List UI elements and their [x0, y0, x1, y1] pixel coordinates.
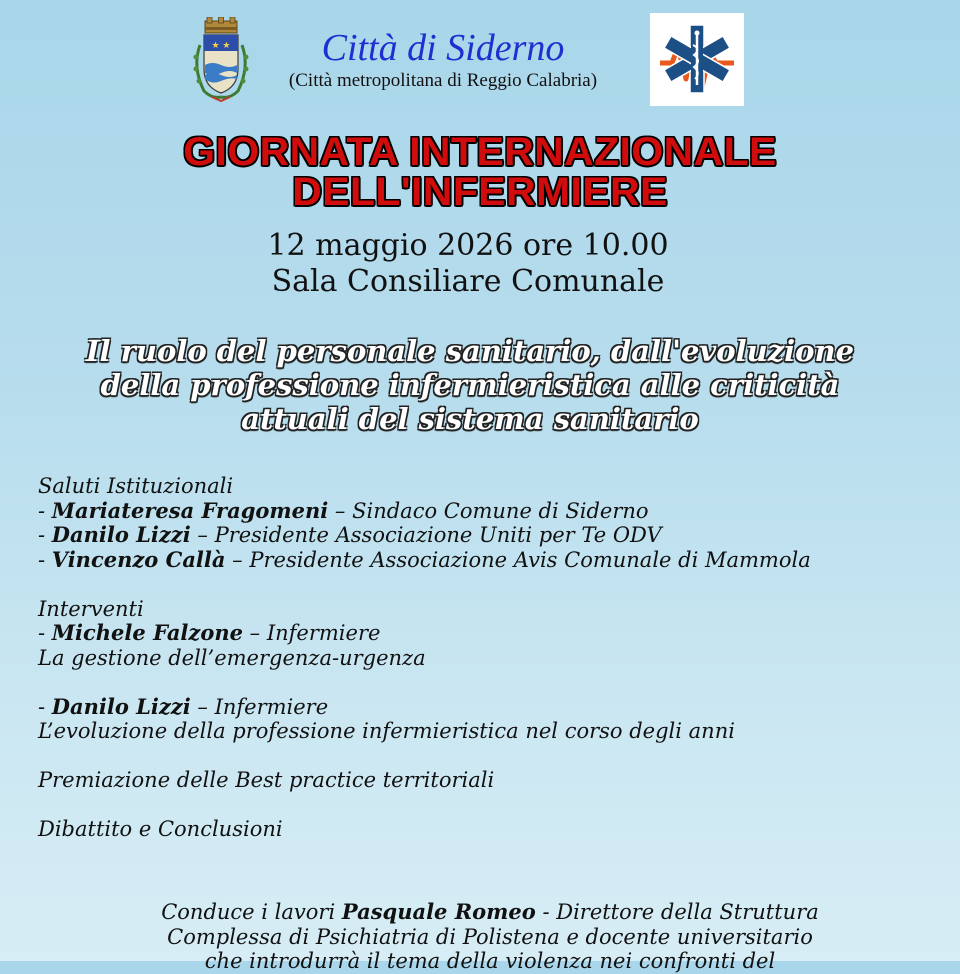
title-line-1: GIORNATA INTERNAZIONALE: [183, 130, 777, 174]
star-of-life-icon: [650, 13, 744, 106]
greeting-item: - Danilo Lizzi – Presidente Associazione Uniti per Te ODV: [38, 522, 662, 547]
moderator-note: [90, 900, 890, 974]
municipal-crest-icon: [190, 17, 252, 103]
talk-item: - Michele Falzone – Infermiere: [38, 620, 381, 645]
talk-item: - Danilo Lizzi – Infermiere: [38, 693, 329, 719]
event-title: [0, 132, 960, 212]
greetings-heading: Saluti Istituzionali: [38, 474, 234, 498]
talk-topic: La gestione dell’emergenza-urgenza: [38, 645, 426, 670]
speaker-name: Danilo Lizzi: [51, 522, 191, 547]
speaker-role: – Presidente Associazione Avis Comunale di Mammola: [225, 547, 811, 572]
speaker-role: – Presidente Associazione Uniti per Te ODV: [190, 523, 662, 547]
footer-prefix: Conduce i lavori: [161, 900, 342, 924]
speaker-name: Michele Falzone: [51, 620, 243, 645]
program: [38, 474, 938, 842]
footer-line-1: [90, 900, 890, 925]
moderator-name: Pasquale Romeo: [341, 899, 536, 924]
city-block: [262, 26, 624, 92]
title-line-2: DELL'INFERMIERE: [292, 170, 668, 214]
speaker-role: – Infermiere: [242, 621, 381, 645]
city-subtitle: (Città metropolitana di Reggio Calabria): [288, 70, 598, 91]
event-details: [0, 228, 936, 300]
speaker-name: Danilo Lizzi: [51, 693, 191, 719]
event-subtitle: [0, 334, 940, 436]
talks-heading: Interventi: [38, 596, 144, 621]
speaker-role: – Infermiere: [190, 694, 329, 719]
subtitle-line-1: Il ruolo del personale sanitario, dall'evoluzione: [85, 334, 855, 368]
header: [0, 0, 960, 115]
speaker-name: Mariateresa Fragomeni: [51, 497, 329, 523]
greeting-item: - Vincenzo Callà – Presidente Associazione Avis Comunale di Mammola: [38, 546, 811, 572]
svg-text:★ ★: ★ ★: [211, 41, 231, 51]
subtitle-line-2: della professione infermieristica alle criticità: [100, 368, 840, 402]
event-date-time: 12 maggio 2026 ore 10.00: [267, 228, 669, 263]
speaker-role: – Sindaco Comune di Siderno: [328, 498, 649, 523]
city-name: Città di Siderno: [321, 27, 565, 69]
speaker-name: Vincenzo Callà: [51, 546, 226, 572]
event-venue: Sala Consiliare Comunale: [271, 264, 665, 299]
awards-item: Premiazione delle Best practice territoriali: [38, 768, 495, 792]
subtitle-line-3: attuali del sistema sanitario: [241, 402, 699, 436]
greeting-item: - Mariateresa Fragomeni – Sindaco Comune di Siderno: [38, 497, 649, 523]
association-logo: [650, 13, 744, 106]
footer-line-1-rest: - Direttore della Struttura: [535, 900, 819, 924]
footer-line-3: che introdurrà il tema della violenza nei confronti del: [204, 949, 776, 973]
footer-line-2: Complessa di Psichiatria di Polistena e docente universitario: [167, 924, 813, 949]
talk-topic: L’evoluzione della professione infermieristica nel corso degli anni: [38, 719, 735, 743]
closing-item: Dibattito e Conclusioni: [38, 817, 283, 841]
